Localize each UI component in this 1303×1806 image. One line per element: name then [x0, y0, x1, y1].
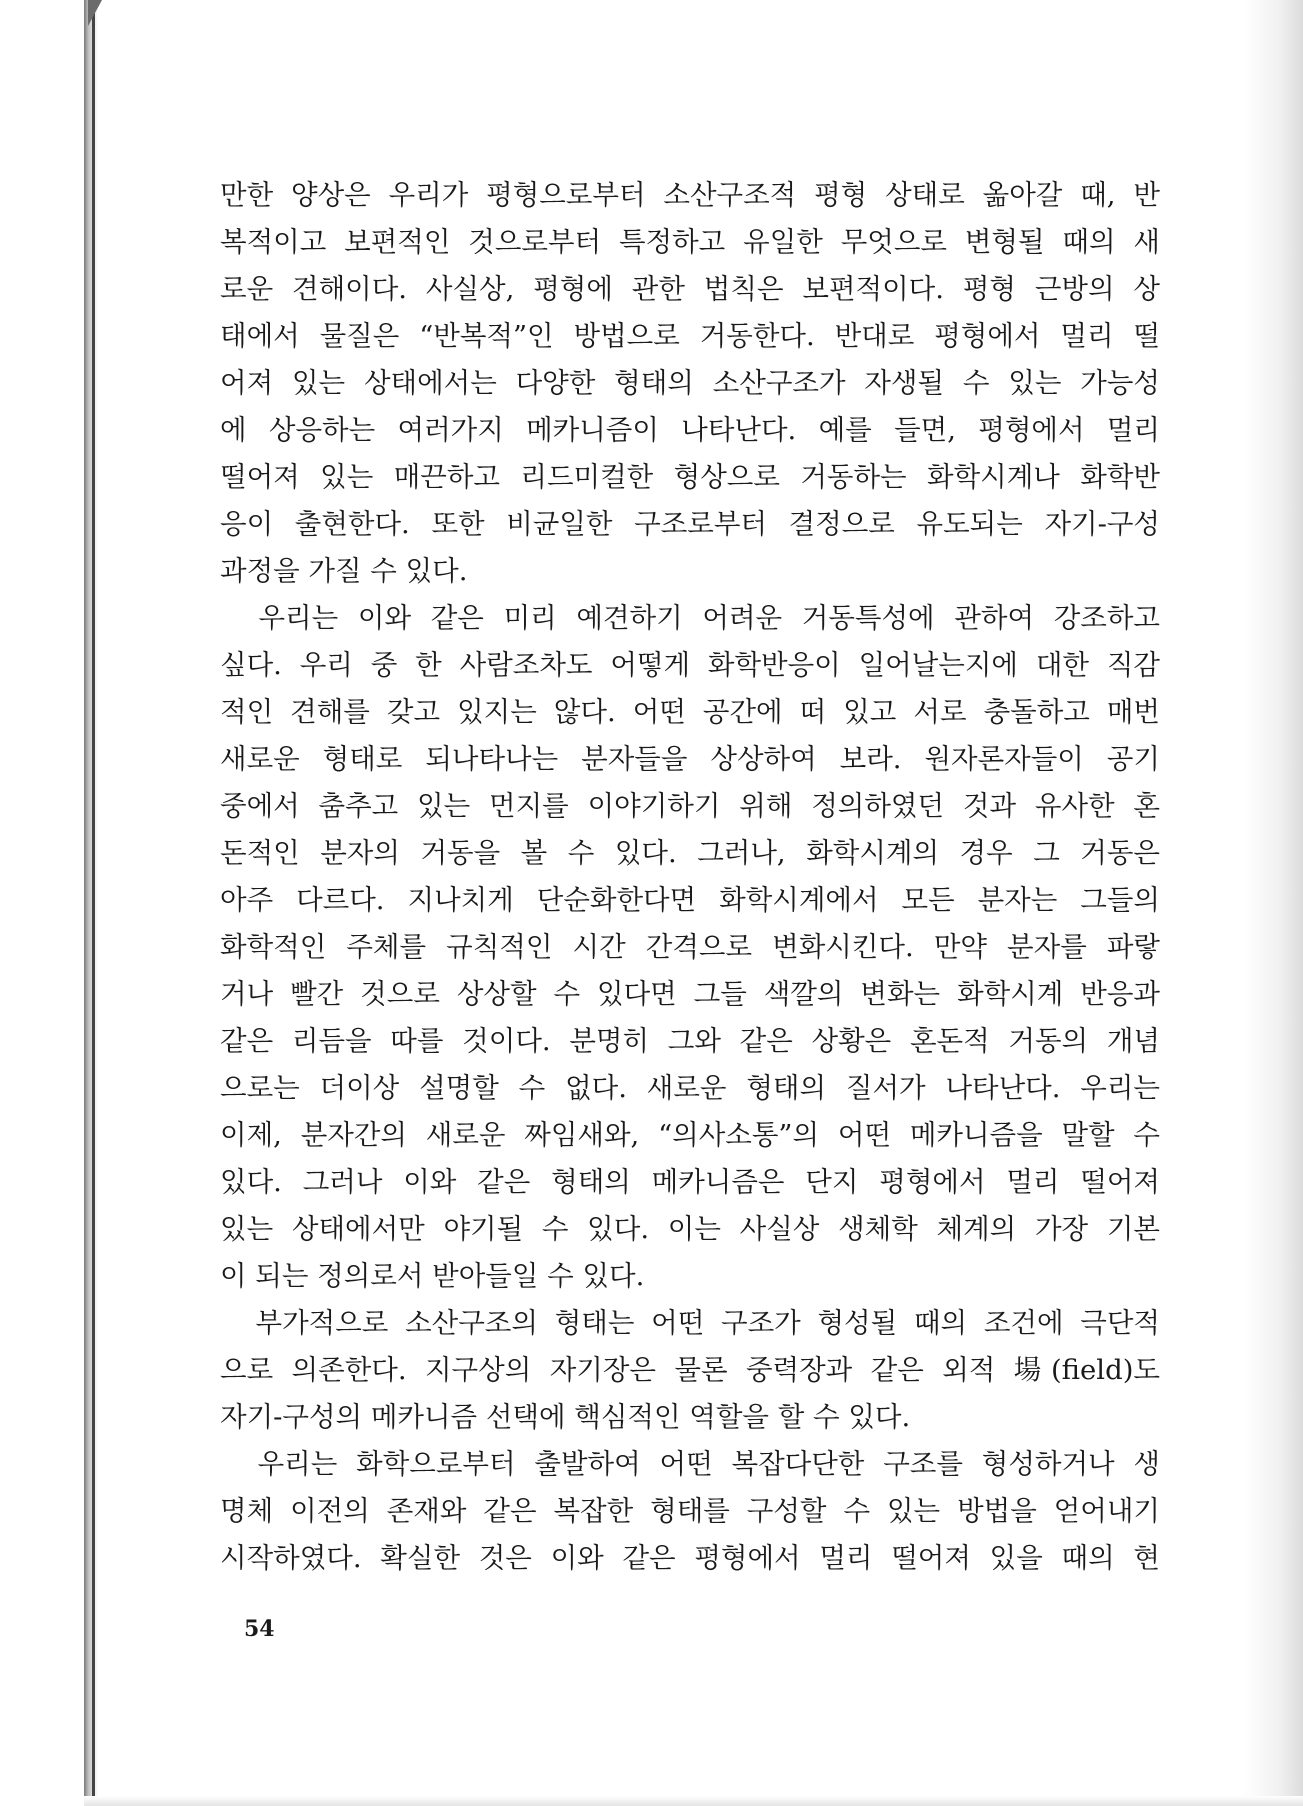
- text-line: 이 되는 정의로서 받아들일 수 있다.: [220, 1260, 645, 1292]
- text-line: 있는 상태에서만 야기될 수 있다. 이는 사실상 생체학 체계의 가장 기본: [220, 1213, 1160, 1245]
- text-line: 명체 이전의 존재와 같은 복잡한 형태를 구성할 수 있는 방법을 얻어내기: [220, 1495, 1160, 1527]
- page-edge-line: [92, 0, 95, 1806]
- page-edge-shadow: [84, 0, 98, 1806]
- bottom-shade: [84, 1796, 1303, 1806]
- text-line: 있다. 그러나 이와 같은 형태의 메카니즘은 단지 평형에서 멀리 떨어져: [220, 1166, 1160, 1198]
- text-line: 응이 출현한다. 또한 비균일한 구조로부터 결정으로 유도되는 자기-구성: [220, 508, 1160, 540]
- text-line: 화학적인 주체를 규칙적인 시간 간격으로 변화시킨다. 만약 분자를 파랗: [220, 931, 1160, 963]
- text-line: 으로 의존한다. 지구상의 자기장은 물론 중력장과 같은 외적 場(field)도: [220, 1354, 1160, 1386]
- text-line: 으로는 더이상 설명할 수 없다. 새로운 형태의 질서가 나타난다. 우리는: [220, 1072, 1160, 1104]
- text-line: 로운 견해이다. 사실상, 평형에 관한 법칙은 보편적이다. 평형 근방의 상: [220, 273, 1160, 305]
- text-line: 부가적으로 소산구조의 형태는 어떤 구조가 형성될 때의 조건에 극단적: [220, 1307, 1160, 1339]
- text-line: 새로운 형태로 되나타나는 분자들을 상상하여 보라. 원자론자들이 공기: [220, 743, 1160, 775]
- text-line: 싶다. 우리 중 한 사람조차도 어떻게 화학반응이 일어날는지에 대한 직감: [220, 649, 1160, 681]
- text-line: 돈적인 분자의 거동을 볼 수 있다. 그러나, 화학시계의 경우 그 거동은: [220, 837, 1160, 869]
- text-line: 이제, 분자간의 새로운 짜임새와, “의사소통”의 어떤 메카니즘을 말할 수: [220, 1119, 1160, 1151]
- right-shadow: [1243, 0, 1303, 1806]
- text-line: 복적이고 보편적인 것으로부터 특정하고 유일한 무엇으로 변형될 때의 새: [220, 226, 1160, 258]
- text-line: 중에서 춤추고 있는 먼지를 이야기하기 위해 정의하였던 것과 유사한 혼: [220, 790, 1160, 822]
- text-line: 과정을 가질 수 있다.: [220, 555, 468, 587]
- text-line: 떨어져 있는 매끈하고 리드미컬한 형상으로 거동하는 화학시계나 화학반: [220, 461, 1160, 493]
- text-line: 자기-구성의 메카니즘 선택에 핵심적인 역할을 할 수 있다.: [220, 1401, 911, 1433]
- text-line: 에 상응하는 여러가지 메카니즘이 나타난다. 예를 들면, 평형에서 멀리: [220, 414, 1160, 446]
- text-line: 같은 리듬을 따를 것이다. 분명히 그와 같은 상황은 혼돈적 거동의 개념: [220, 1025, 1160, 1057]
- text-line: 어져 있는 상태에서는 다양한 형태의 소산구조가 자생될 수 있는 가능성: [220, 367, 1160, 399]
- page-number: 54: [244, 1616, 275, 1642]
- text-line: 거나 빨간 것으로 상상할 수 있다면 그들 색깔의 변화는 화학시계 반응과: [220, 978, 1160, 1010]
- text-line: 시작하였다. 확실한 것은 이와 같은 평형에서 멀리 떨어져 있을 때의 현: [220, 1542, 1160, 1574]
- text-line: 태에서 물질은 “반복적”인 방법으로 거동한다. 반대로 평형에서 멀리 떨: [220, 320, 1160, 352]
- body-text: [220, 172, 1160, 1582]
- text-line: 우리는 이와 같은 미리 예견하기 어려운 거동특성에 관하여 강조하고: [220, 602, 1160, 634]
- text-line: 적인 견해를 갖고 있지는 않다. 어떤 공간에 떠 있고 서로 충돌하고 매번: [220, 696, 1160, 728]
- page-corner: [88, 0, 102, 26]
- text-line: 아주 다르다. 지나치게 단순화한다면 화학시계에서 모든 분자는 그들의: [220, 884, 1160, 916]
- text-line: 우리는 화학으로부터 출발하여 어떤 복잡다단한 구조를 형성하거나 생: [220, 1448, 1160, 1480]
- text-line: 만한 양상은 우리가 평형으로부터 소산구조적 평형 상태로 옮아갈 때, 반: [220, 179, 1160, 211]
